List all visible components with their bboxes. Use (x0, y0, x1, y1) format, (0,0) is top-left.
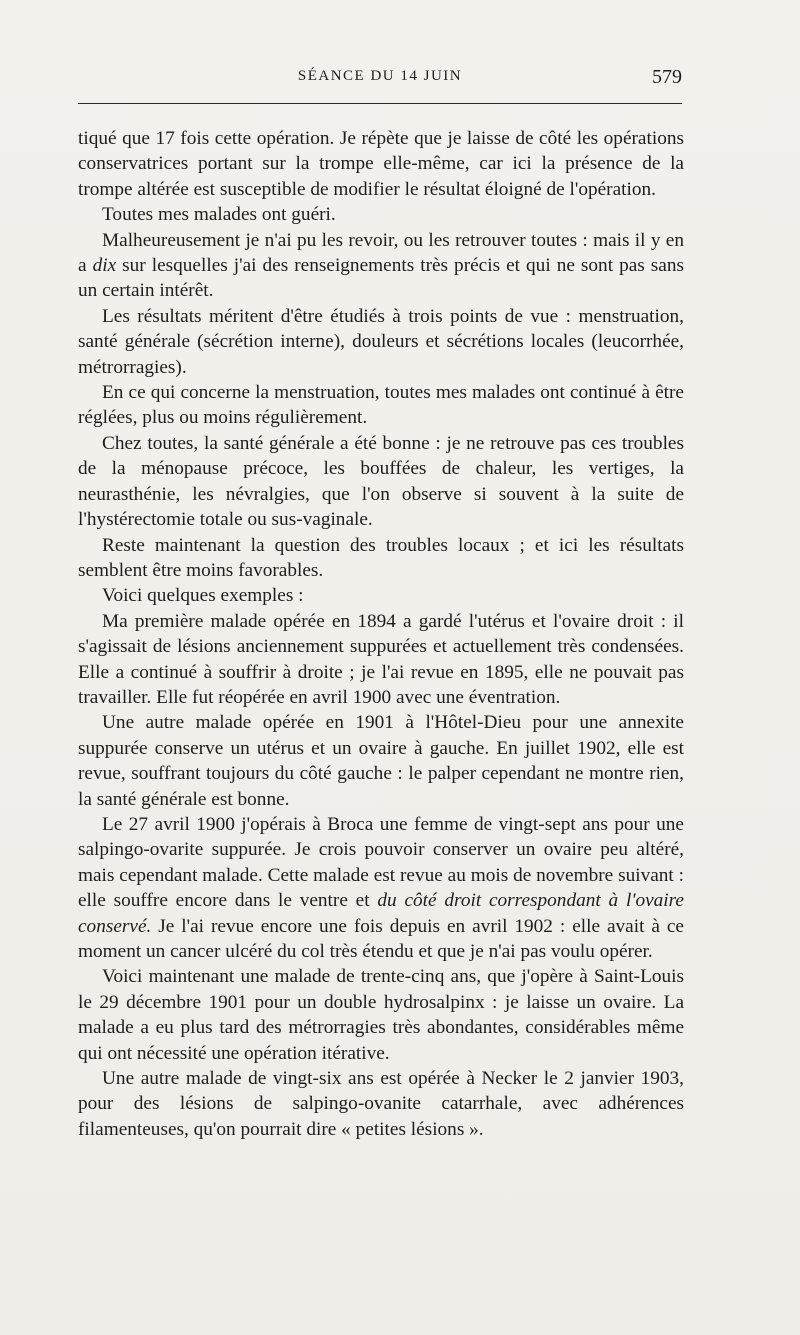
page-number: 579 (652, 66, 682, 88)
paragraph-text: Je l'ai revue encore une fois depuis en avril 1902 : elle avait à ce moment un cancer ulcéré du col très étendu et que je n'ai pas voulu opérer. (78, 915, 684, 962)
paragraph: tiqué que 17 fois cette opération. Je répète que je laisse de côté les opérations conservatrices portant sur la trompe elle-même, car ici la présence de la trompe altérée est susceptible de modifier le résultat éloigné de l'opération. (78, 128, 684, 200)
paragraph (78, 812, 684, 964)
paragraph-text: Malheureusement je n'ai pu les revoir, ou les retrouver toutes : mais il y en a (78, 229, 684, 277)
page-header (78, 66, 682, 98)
paragraph (78, 228, 684, 304)
paragraph: Les résultats méritent d'être étudiés à trois points de vue : menstruation, santé générale (sécrétion interne), douleurs et sécrétions locales (leucorrhée, métrorragies). (78, 305, 684, 378)
paragraph: Une autre malade opérée en 1901 à l'Hôtel-Dieu pour une annexite suppurée conserve un utérus et un ovaire à gauche. En juillet 1902, elle est revue, souffrant toujours du côté gauche : le palper cependant ne montre rien, la santé générale est bonne. (78, 712, 684, 810)
body-text (78, 126, 684, 1142)
paragraph-text: Le 27 avril 1900 j'opérais à Broca une femme de vingt-sept ans pour une salpingo-ovarite suppurée. Je crois pouvoir conserver un ovaire peu altéré, mais cependant malade. Cette malade est revue au mois de novembre suivant : elle souffre encore dans le ventre et (78, 813, 684, 912)
paragraph-text: sur lesquelles j'ai des renseignements très précis et qui ne sont pas sans un certain intérêt. (78, 255, 684, 302)
running-title: SÉANCE DU 14 JUIN (297, 68, 463, 84)
italic-text: dix (92, 255, 117, 277)
paragraph: Ma première malade opérée en 1894 a gardé l'utérus et l'ovaire droit : il s'agissait de lésions anciennement suppurées et actuellement très condensées. Elle a continué à souffrir à droite ; je l'ai revue en 1895, elle ne pouvait pas travailler. Elle fut réopérée en avril 1900 avec une éventration. (78, 610, 684, 708)
header-rule (78, 103, 682, 104)
paragraph: Reste maintenant la question des troubles locaux ; et ici les résultats semblent être moins favorables. (78, 534, 684, 581)
paragraph: Une autre malade de vingt-six ans est opérée à Necker le 2 janvier 1903, pour des lésions de salpingo-ovanite catarrhale, avec adhérences filamenteuses, qu'on pourrait dire « petites lésions ». (78, 1068, 684, 1140)
paragraph: Voici maintenant une malade de trente-cinq ans, que j'opère à Saint-Louis le 29 décembre 1901 pour un double hydrosalpinx : je laisse un ovaire. La malade a eu plus tard des métrorragies très abondantes, considérables même qui ont nécessité une opération itérative. (78, 966, 684, 1064)
paragraph: Chez toutes, la santé générale a été bonne : je ne retrouve pas ces troubles de la ménopause précoce, les bouffées de chaleur, les vertiges, la neurasthénie, les névralgies, que l'on observe si souvent à la suite de l'hystérectomie totale ou sus-vaginale. (78, 432, 684, 531)
paragraph: En ce qui concerne la menstruation, toutes mes malades ont continué à être réglées, plus ou moins régulièrement. (78, 382, 684, 429)
italic-text: du côté droit correspondant à l'ovaire conservé. (78, 890, 684, 937)
paragraph: Voici quelques exemples : (102, 585, 304, 607)
paragraph: Toutes mes malades ont guéri. (102, 204, 336, 226)
